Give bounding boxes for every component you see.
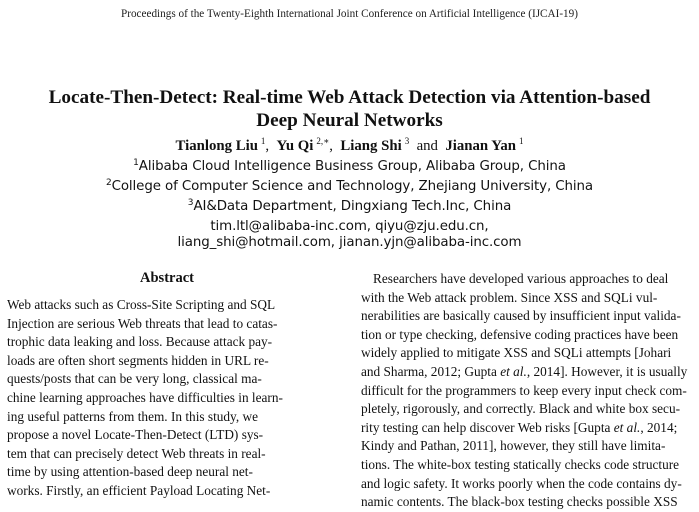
intro-line: tions. The white-box testing statically checks code structure — [361, 456, 680, 472]
abstract-line: time by using attention-based deep neural net- — [7, 464, 253, 480]
author-separator: , — [265, 138, 270, 154]
intro-line: widely applied to mitigate XSS and SQLi attempts [Johari — [361, 345, 672, 361]
author-affiliation-mark: 1 — [260, 136, 266, 146]
author-list — [0, 136, 699, 155]
affiliation-text: College of Computer Science and Technology, Zhejiang University, China — [111, 179, 594, 194]
abstract-heading: Abstract — [140, 270, 194, 286]
affiliation-text: AI&Data Department, Dingxiang Tech.Inc, China — [193, 199, 512, 214]
author-affiliation-mark: 3 — [404, 136, 410, 146]
affiliation-mark: 3 — [187, 198, 194, 208]
intro-line: namic contents. The black-box testing checks possible XSS — [361, 494, 678, 510]
intro-line: pletely, rigorously, and correctly. Black and white box secu- — [361, 401, 681, 417]
abstract-line: ing useful patterns from them. In this study, we — [7, 408, 258, 424]
intro-line: nerabilities are basically caused by insufficient input valida- — [361, 308, 681, 324]
intro-line: rity testing can help discover Web risks [Gupta et al., 2014; — [361, 419, 678, 435]
abstract-line: trophic data leaking and loss. Because attack pay- — [7, 334, 273, 350]
author-name: Tianlong Liu — [175, 138, 258, 154]
affiliation-mark: 2 — [105, 178, 112, 188]
title-line-2: Deep Neural Networks — [256, 110, 443, 131]
intro-line: and logic safety. It works poorly when the code contains dy- — [361, 475, 682, 491]
author-name: Yu Qi — [276, 138, 314, 154]
abstract-line: tem that can precisely detect Web threats in real- — [7, 445, 266, 461]
affiliation-text: Alibaba Cloud Intelligence Business Group, Alibaba Group, China — [138, 159, 566, 174]
abstract-line: chine learning approaches have difficulties in learn- — [7, 389, 283, 405]
intro-line: difficult for the programmers to keep every input check com- — [361, 382, 687, 398]
introduction-body — [361, 270, 692, 512]
author-affiliation-mark: 2,∗ — [316, 136, 330, 146]
intro-line: tion or type checking, defensive coding practices have been — [361, 326, 679, 342]
author-separator: , — [329, 138, 333, 154]
affiliation-mark: 1 — [133, 158, 139, 168]
abstract-body — [7, 296, 329, 501]
author-affiliation-mark: 1 — [518, 136, 524, 146]
intro-line: with the Web attack problem. Since XSS and SQLi vul- — [361, 289, 658, 305]
paper-title — [0, 86, 699, 132]
abstract-line: propose a novel Locate-Then-Detect (LTD) sys- — [7, 427, 264, 443]
intro-line: Researchers have developed various approaches to deal — [373, 271, 669, 286]
author-name: Jianan Yan — [445, 138, 516, 154]
running-head: Proceedings of the Twenty-Eighth International Joint Conference on Artificial Intelligence (IJCAI-19) — [121, 8, 578, 20]
author-name: Liang Shi — [340, 138, 402, 154]
abstract-line: works. Firstly, an efficient Payload Locating Net- — [7, 482, 271, 498]
abstract-line: quests/posts that can be very long, classical ma- — [7, 371, 262, 387]
abstract-line: Injection are serious Web threats that lead to catas- — [7, 315, 278, 331]
intro-line: Kindy and Pathan, 2011], however, they still have limita- — [361, 438, 666, 454]
affiliation-2 — [0, 178, 699, 194]
author-and: and — [416, 138, 438, 154]
affiliation-1 — [0, 158, 699, 174]
abstract-line: loads are often short segments hidden in URL re- — [7, 352, 269, 368]
email-line-1: tim.ltl@alibaba-inc.com, qiyu@zju.edu.cn, — [210, 219, 489, 234]
affiliation-3 — [0, 198, 699, 214]
intro-line: and Sharma, 2012; Gupta et al., 2014]. However, it is usually — [361, 363, 688, 379]
title-line-1: Locate-Then-Detect: Real-time Web Attack Detection via Attention-based — [48, 87, 651, 108]
email-line-2: liang_shi@hotmail.com, jianan.yjn@alibaba-inc.com — [177, 235, 522, 250]
abstract-line: Web attacks such as Cross-Site Scripting and SQL — [7, 297, 276, 312]
